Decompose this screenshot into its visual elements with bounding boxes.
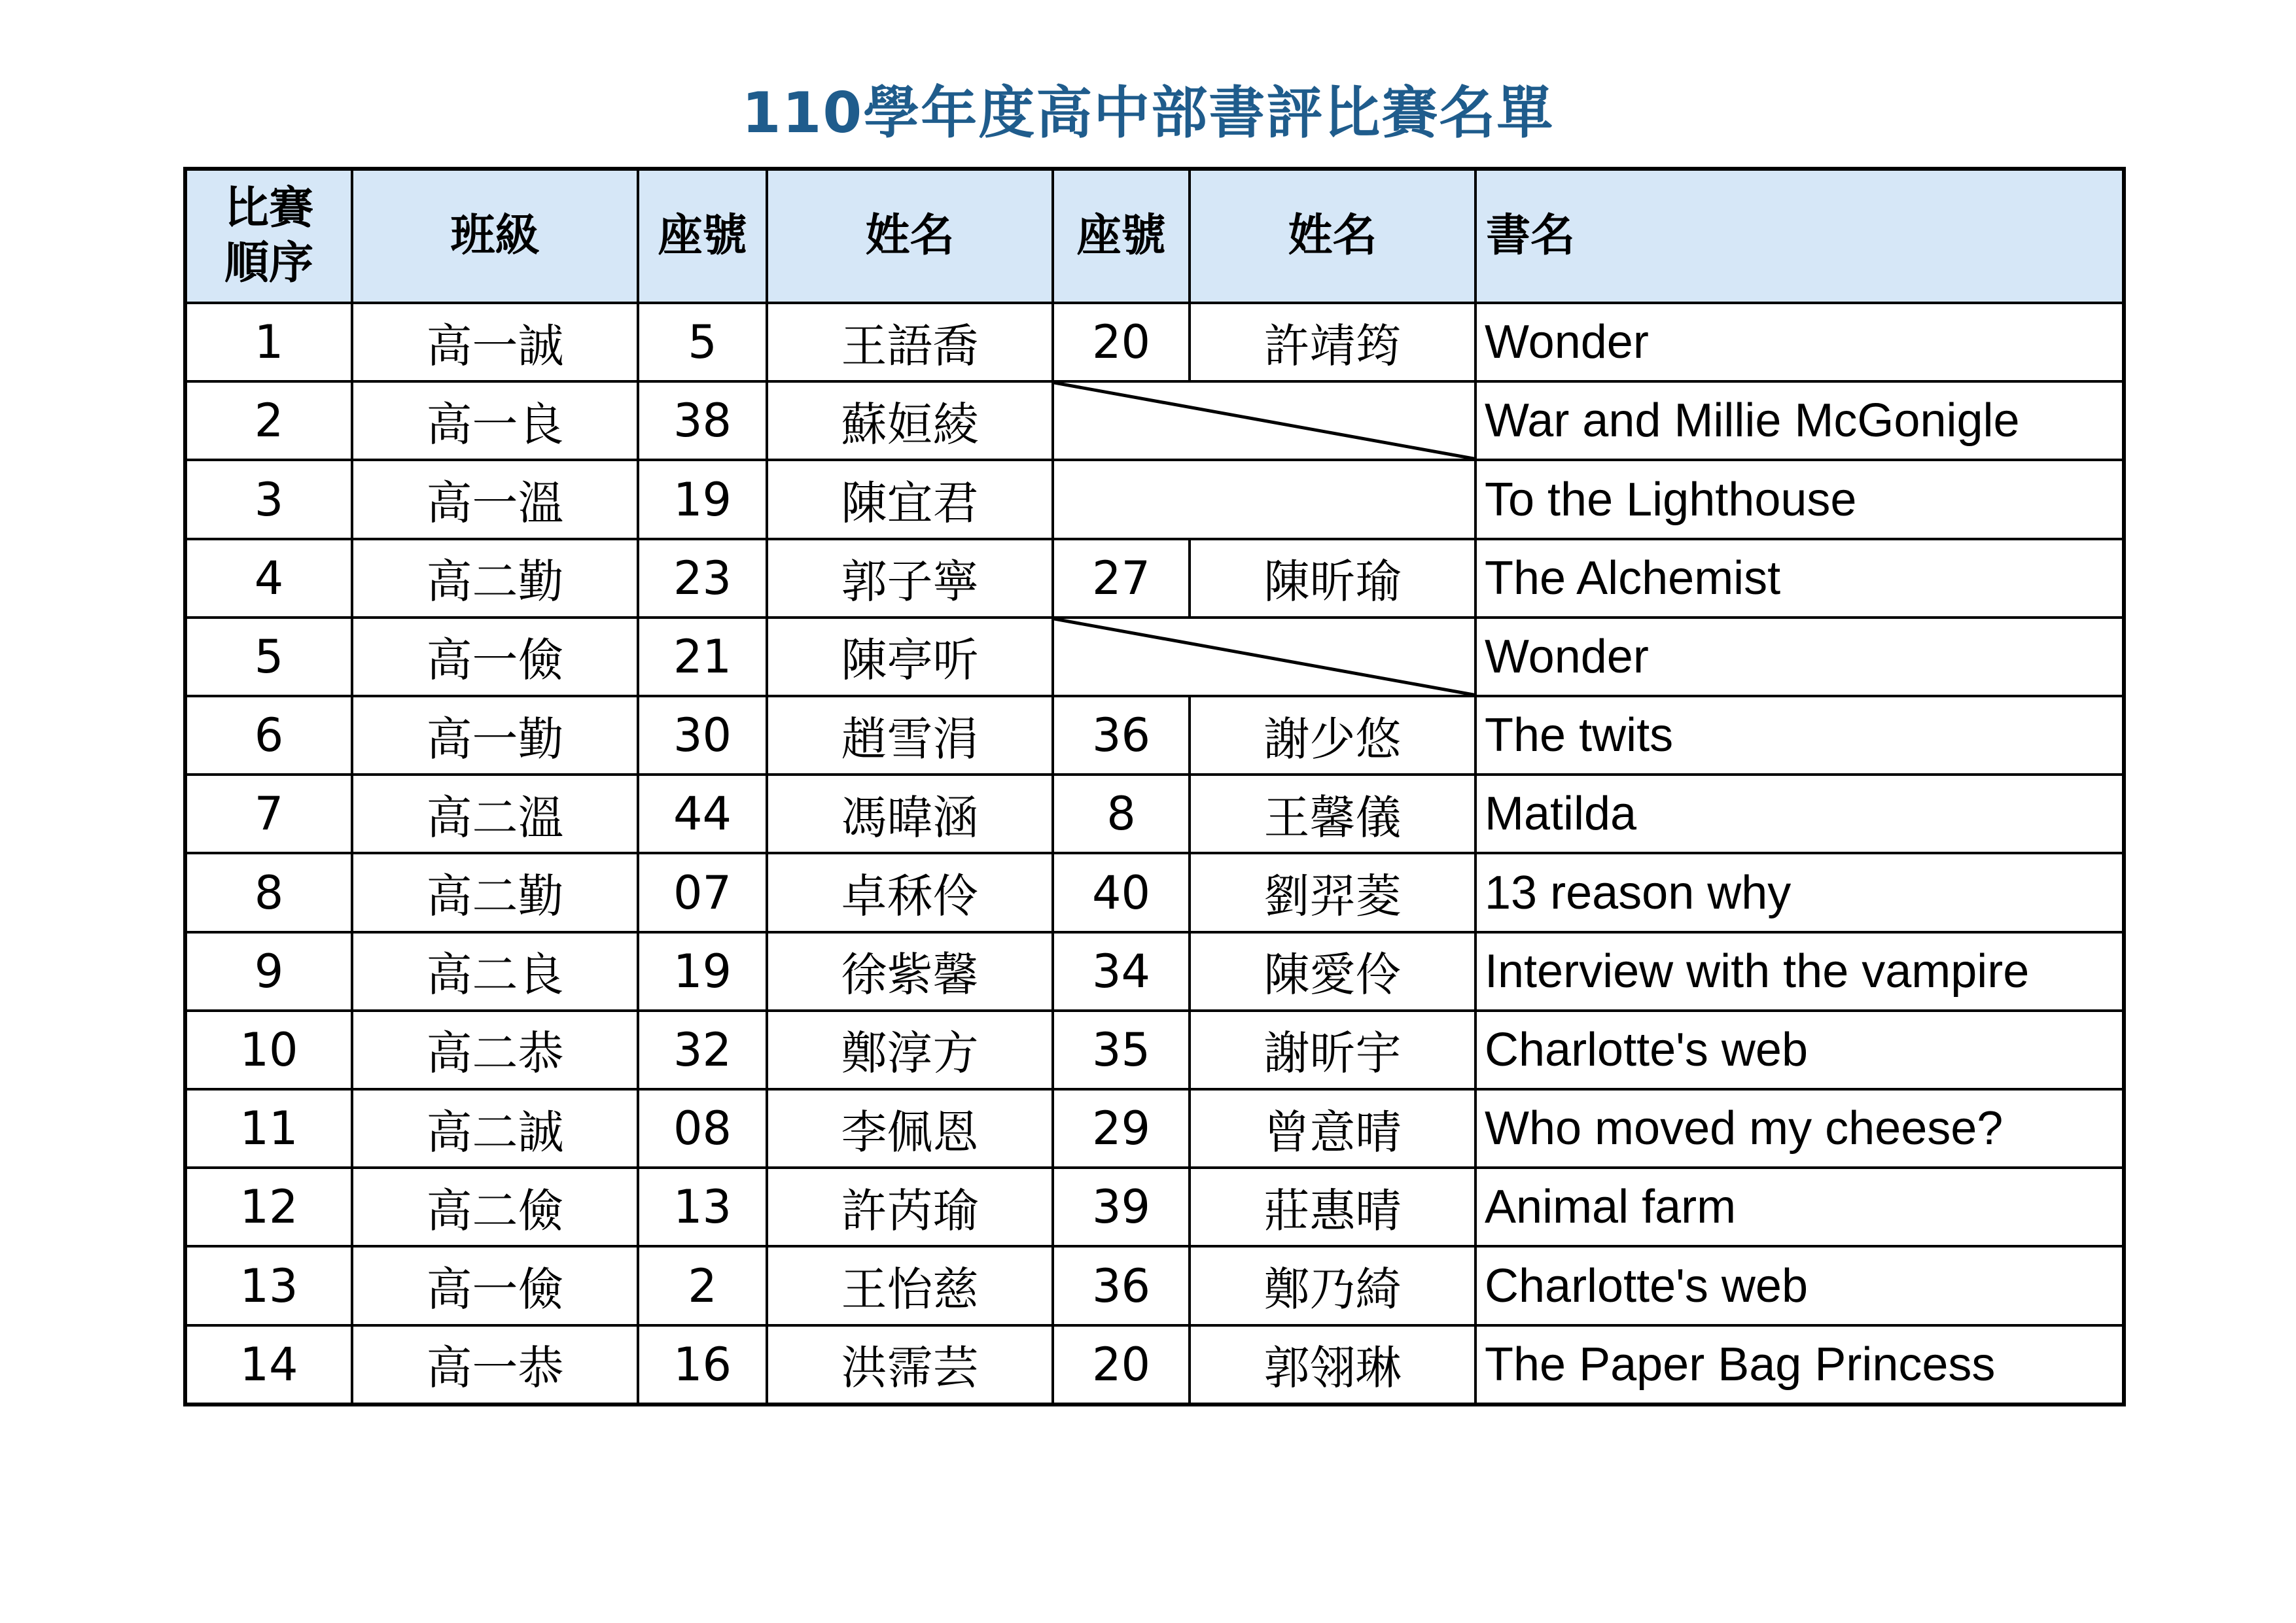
- seat-1-cell: 16: [638, 1325, 767, 1405]
- seat-2-cell: 27: [1053, 539, 1190, 618]
- no-partner-cell: [1053, 381, 1475, 460]
- class-cell: 高二溫: [352, 775, 638, 853]
- name-1-cell: 徐紫馨: [767, 932, 1053, 1011]
- seat-1-cell: 23: [638, 539, 767, 618]
- seat-2-cell: 20: [1053, 303, 1190, 381]
- book-cell: The Paper Bag Princess: [1475, 1325, 2124, 1405]
- name-1-cell: 許芮瑜: [767, 1168, 1053, 1246]
- book-cell: The Alchemist: [1475, 539, 2124, 618]
- name-2-cell: 陳愛伶: [1190, 932, 1475, 1011]
- name-2-cell: 謝少悠: [1190, 696, 1475, 775]
- class-cell: 高一良: [352, 381, 638, 460]
- header-order-line1: 比賽: [224, 183, 313, 234]
- seat-1-cell: 5: [638, 303, 767, 381]
- seat-2-cell: 40: [1053, 853, 1190, 932]
- seat-1-cell: 21: [638, 618, 767, 696]
- name-2-cell: 許靖筠: [1190, 303, 1475, 381]
- book-cell: Wonder: [1475, 303, 2124, 381]
- order-cell: 3: [185, 460, 352, 538]
- book-cell: Charlotte's web: [1475, 1246, 2124, 1325]
- name-1-cell: 洪霈芸: [767, 1325, 1053, 1405]
- book-cell: 13 reason why: [1475, 853, 2124, 932]
- order-cell: 10: [185, 1011, 352, 1089]
- header-row: [185, 169, 2124, 303]
- class-cell: 高一溫: [352, 460, 638, 538]
- book-cell: Charlotte's web: [1475, 1011, 2124, 1089]
- no-partner-cell: [1053, 618, 1475, 696]
- order-cell: 6: [185, 696, 352, 775]
- name-2-cell: 莊惠晴: [1190, 1168, 1475, 1246]
- order-cell: 4: [185, 539, 352, 618]
- seat-2-cell: 20: [1053, 1325, 1190, 1405]
- order-cell: 14: [185, 1325, 352, 1405]
- order-cell: 12: [185, 1168, 352, 1246]
- seat-2-cell: 34: [1053, 932, 1190, 1011]
- order-cell: 1: [185, 303, 352, 381]
- book-cell: Who moved my cheese?: [1475, 1089, 2124, 1168]
- strike-line: [1054, 619, 1474, 695]
- order-cell: 5: [185, 618, 352, 696]
- book-cell: To the Lighthouse: [1475, 460, 2124, 538]
- header-book: 書名: [1475, 169, 2124, 303]
- name-1-cell: 陳亭听: [767, 618, 1053, 696]
- name-1-cell: 王怡慈: [767, 1246, 1053, 1325]
- table-row: [185, 853, 2124, 932]
- seat-2-cell: 39: [1053, 1168, 1190, 1246]
- name-2-cell: 謝昕宇: [1190, 1011, 1475, 1089]
- no-partner-cell: [1053, 460, 1475, 538]
- table-row: [185, 381, 2124, 460]
- name-1-cell: 王語喬: [767, 303, 1053, 381]
- table-row: [185, 1011, 2124, 1089]
- class-cell: 高一儉: [352, 1246, 638, 1325]
- name-2-cell: 曾意晴: [1190, 1089, 1475, 1168]
- book-cell: War and Millie McGonigle: [1475, 381, 2124, 460]
- header-seat-2: 座號: [1053, 169, 1190, 303]
- class-cell: 高二良: [352, 932, 638, 1011]
- name-2-cell: 劉羿菱: [1190, 853, 1475, 932]
- table-row: [185, 696, 2124, 775]
- header-name-1: 姓名: [767, 169, 1053, 303]
- seat-1-cell: 38: [638, 381, 767, 460]
- seat-2-cell: 35: [1053, 1011, 1190, 1089]
- table-row: [185, 775, 2124, 853]
- order-cell: 7: [185, 775, 352, 853]
- table-row: [185, 1168, 2124, 1246]
- class-cell: 高二誠: [352, 1089, 638, 1168]
- name-1-cell: 趙雪涓: [767, 696, 1053, 775]
- class-cell: 高一恭: [352, 1325, 638, 1405]
- table-row: [185, 460, 2124, 538]
- header-seat-1: 座號: [638, 169, 767, 303]
- name-2-cell: 鄭乃綺: [1190, 1246, 1475, 1325]
- seat-2-cell: 36: [1053, 1246, 1190, 1325]
- name-1-cell: 卓秝伶: [767, 853, 1053, 932]
- order-cell: 11: [185, 1089, 352, 1168]
- seat-1-cell: 07: [638, 853, 767, 932]
- class-cell: 高一誠: [352, 303, 638, 381]
- seat-1-cell: 19: [638, 932, 767, 1011]
- class-cell: 高二恭: [352, 1011, 638, 1089]
- class-cell: 高一勤: [352, 696, 638, 775]
- seat-1-cell: 2: [638, 1246, 767, 1325]
- strike-line: [1054, 383, 1474, 459]
- name-2-cell: 陳昕瑜: [1190, 539, 1475, 618]
- book-cell: Wonder: [1475, 618, 2124, 696]
- name-1-cell: 郭子寧: [767, 539, 1053, 618]
- table-row: [185, 539, 2124, 618]
- order-cell: 8: [185, 853, 352, 932]
- order-cell: 9: [185, 932, 352, 1011]
- class-cell: 高二勤: [352, 853, 638, 932]
- class-cell: 高一儉: [352, 618, 638, 696]
- seat-2-cell: 36: [1053, 696, 1190, 775]
- table-row: [185, 1325, 2124, 1405]
- book-cell: Matilda: [1475, 775, 2124, 853]
- class-cell: 高二儉: [352, 1168, 638, 1246]
- seat-1-cell: 13: [638, 1168, 767, 1246]
- header-order: [185, 169, 352, 303]
- seat-1-cell: 32: [638, 1011, 767, 1089]
- seat-2-cell: 29: [1053, 1089, 1190, 1168]
- strike-diagonal: [1054, 619, 1474, 695]
- name-1-cell: 蘇姮綾: [767, 381, 1053, 460]
- name-1-cell: 鄭淳方: [767, 1011, 1053, 1089]
- name-2-cell: 郭翎琳: [1190, 1325, 1475, 1405]
- book-cell: Animal farm: [1475, 1168, 2124, 1246]
- book-cell: The twits: [1475, 696, 2124, 775]
- seat-1-cell: 19: [638, 460, 767, 538]
- name-1-cell: 馮暐涵: [767, 775, 1053, 853]
- header-name-2: 姓名: [1190, 169, 1475, 303]
- header-order-line2: 順序: [224, 237, 313, 289]
- table-row: [185, 1246, 2124, 1325]
- table-row: [185, 1089, 2124, 1168]
- roster-body: [185, 303, 2124, 1405]
- seat-1-cell: 30: [638, 696, 767, 775]
- seat-1-cell: 44: [638, 775, 767, 853]
- name-1-cell: 陳宜君: [767, 460, 1053, 538]
- roster-table: [183, 167, 2126, 1406]
- page-title: 110學年度高中部書評比賽名單: [741, 80, 1555, 146]
- order-cell: 13: [185, 1246, 352, 1325]
- name-1-cell: 李佩恩: [767, 1089, 1053, 1168]
- order-cell: 2: [185, 381, 352, 460]
- table-row: [185, 303, 2124, 381]
- table-row: [185, 932, 2124, 1011]
- name-2-cell: 王馨儀: [1190, 775, 1475, 853]
- class-cell: 高二勤: [352, 539, 638, 618]
- seat-1-cell: 08: [638, 1089, 767, 1168]
- table-row: [185, 618, 2124, 696]
- strike-diagonal: [1054, 383, 1474, 459]
- header-class: 班級: [352, 169, 638, 303]
- seat-2-cell: 8: [1053, 775, 1190, 853]
- book-cell: Interview with the vampire: [1475, 932, 2124, 1011]
